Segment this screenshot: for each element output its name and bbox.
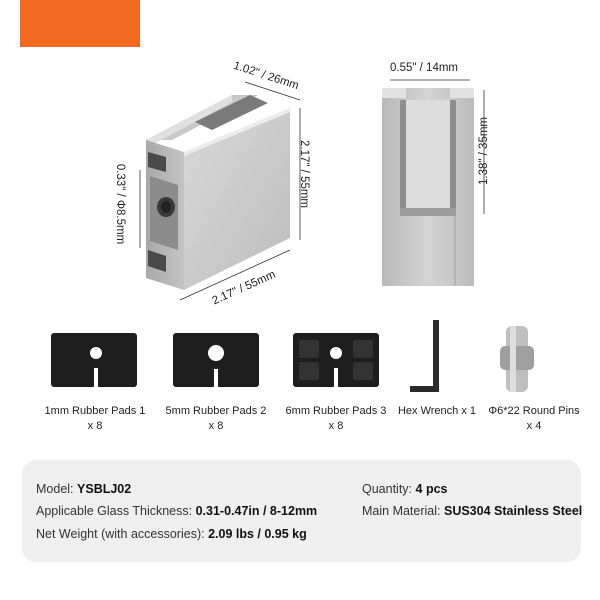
accessory-label-1: 1mm Rubber Pads 1 x 8 [44,405,146,432]
hex-wrench [410,320,439,392]
hole-dimension: 0.33" / Φ8.5mm [114,163,127,245]
spec-quantity: Quantity: 4 pcs [362,482,448,496]
round-pin [500,326,534,392]
clamp-3d-view [146,95,290,290]
accessory-label-2: 5mm Rubber Pads 2 x 8 [165,405,267,432]
spec-glass-thickness: Applicable Glass Thickness: 0.31-0.47in / 8-12mm [36,504,318,518]
slot-depth-dimension: 1.38" / 35mm [478,116,491,186]
accessory-label-3: 6mm Rubber Pads 3 x 8 [285,405,387,432]
spec-material: Main Material: SUS304 Stainless Steel [362,504,583,518]
clamp-front-view [382,88,474,286]
depth-dimension: 1.02" / 26mm [231,59,301,93]
width-dimension: 2.17" / 55mm [210,268,278,308]
slot-width-dimension: 0.55" / 14mm [390,62,459,74]
spec-model: Model: YSBLJ02 [36,482,132,496]
accessory-label-5: Φ6*22 Round Pins x 4 [488,405,580,432]
height-dimension: 2.17" / 55mm [298,139,311,209]
spec-weight: Net Weight (with accessories): 2.09 lbs / 0.95 kg [36,527,307,541]
accessory-label-4: Hex Wrench x 1 [397,405,477,417]
